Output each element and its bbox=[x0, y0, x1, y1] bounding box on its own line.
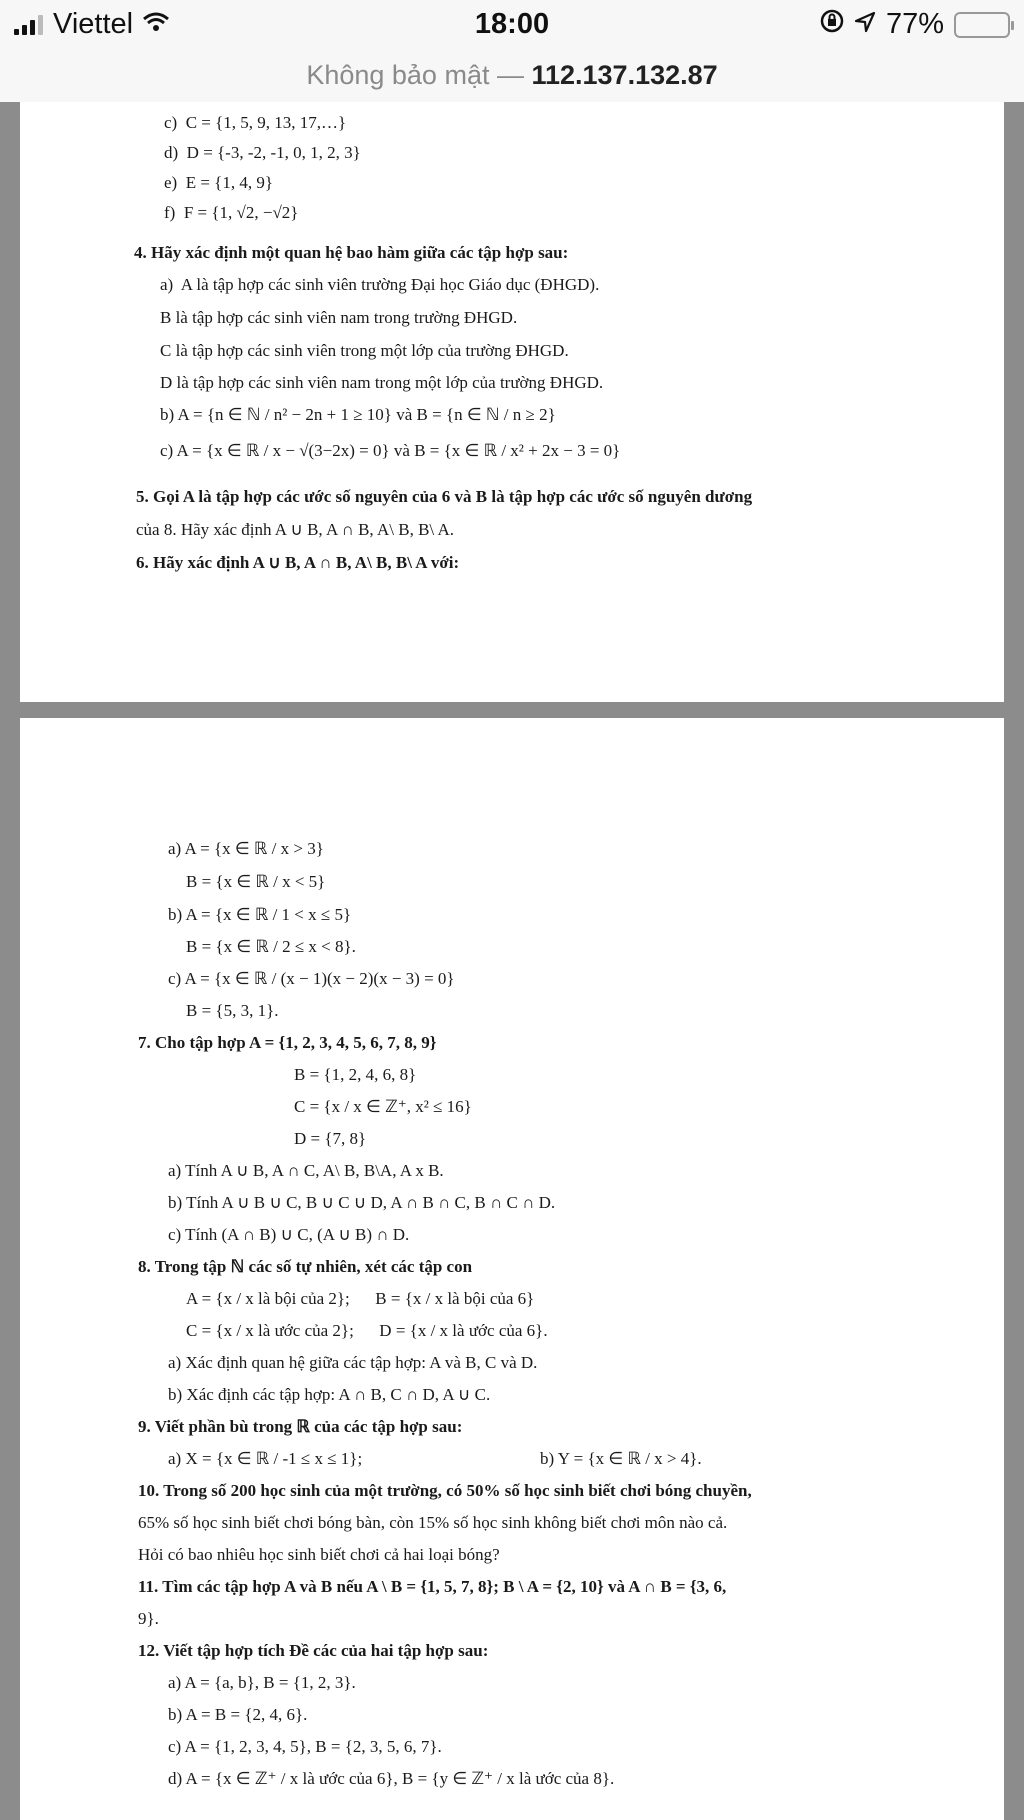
text-line: C là tập hợp các sinh viên trong một lớp của trường ĐHGD. bbox=[160, 341, 569, 360]
text-line: c) C = {1, 5, 9, 13, 17,…} bbox=[164, 113, 347, 132]
exercise-heading: 11. Tìm các tập hợp A và B nếu A \ B = {1, 5, 7, 8}; B \ A = {2, 10} và A ∩ B = {3, 6, bbox=[138, 1577, 727, 1596]
exercise-heading: 6. Hãy xác định A ∪ B, A ∩ B, A\ B, B\ A với: bbox=[136, 553, 460, 572]
status-bar bbox=[0, 0, 1024, 52]
text-line: b) A = {n ∈ ℕ / n² − 2n + 1 ≥ 10} và B = {n ∈ ℕ / n ≥ 2} bbox=[160, 405, 556, 424]
exercise-heading: 5. Gọi A là tập hợp các ước số nguyên của 6 và B là tập hợp các ước số nguyên dương bbox=[136, 487, 753, 506]
orientation-lock-icon bbox=[820, 8, 844, 41]
text-line: Hỏi có bao nhiêu học sinh biết chơi cả hai loại bóng? bbox=[138, 1545, 500, 1564]
document-page-1 bbox=[20, 102, 1004, 702]
battery-percent: 77% bbox=[885, 8, 944, 40]
text-line: c) A = {1, 2, 3, 4, 5}, B = {2, 3, 5, 6, 7}. bbox=[168, 1737, 442, 1756]
text-line: d) A = {x ∈ ℤ⁺ / x là ước của 6}, B = {y ∈ ℤ⁺ / x là ước của 8}. bbox=[168, 1769, 615, 1788]
text-line: b) Y = {x ∈ ℝ / x > 4}. bbox=[540, 1449, 702, 1468]
text-line: 65% số học sinh biết chơi bóng bàn, còn 15% số học sinh không biết chơi môn nào cả. bbox=[138, 1513, 728, 1532]
text-line: A = {x / x là bội của 2}; B = {x / x là bội của 6} bbox=[186, 1289, 535, 1308]
battery-icon bbox=[954, 12, 1010, 38]
location-arrow-icon bbox=[854, 8, 876, 41]
document-page-2 bbox=[20, 718, 1004, 1820]
status-right bbox=[820, 8, 1010, 41]
text-line: D là tập hợp các sinh viên nam trong một lớp của trường ĐHGD. bbox=[160, 373, 604, 392]
address-bar[interactable] bbox=[0, 52, 1024, 102]
text-line: a) A = {a, b}, B = {1, 2, 3}. bbox=[168, 1673, 356, 1692]
text-line: của 8. Hãy xác định A ∪ B, A ∩ B, A\ B, B\ A. bbox=[136, 520, 454, 539]
text-line: B là tập hợp các sinh viên nam trong trường ĐHGD. bbox=[160, 308, 518, 327]
text-line: c) A = {x ∈ ℝ / x − √(3−2x) = 0} và B = {x ∈ ℝ / x² + 2x − 3 = 0} bbox=[160, 441, 621, 460]
text-line: B = {1, 2, 4, 6, 8} bbox=[294, 1065, 417, 1084]
text-line: D = {7, 8} bbox=[294, 1129, 367, 1148]
text-line: f) F = {1, √2, −√2} bbox=[164, 203, 299, 222]
text-line: b) A = {x ∈ ℝ / 1 < x ≤ 5} bbox=[168, 905, 352, 924]
not-secure-label: Không bảo mật — bbox=[306, 60, 532, 90]
text-line: a) A = {x ∈ ℝ / x > 3} bbox=[168, 839, 324, 858]
exercise-heading: 12. Viết tập hợp tích Đề các của hai tập hợp sau: bbox=[138, 1641, 489, 1660]
text-line: e) E = {1, 4, 9} bbox=[164, 173, 273, 192]
exercise-heading: 8. Trong tập ℕ các số tự nhiên, xét các tập con bbox=[138, 1257, 473, 1276]
text-line: C = {x / x là ước của 2}; D = {x / x là ước của 6}. bbox=[186, 1321, 548, 1340]
text-line: B = {x ∈ ℝ / 2 ≤ x < 8}. bbox=[186, 937, 356, 956]
text-line: B = {5, 3, 1}. bbox=[186, 1001, 279, 1020]
text-line: a) X = {x ∈ ℝ / -1 ≤ x ≤ 1}; bbox=[168, 1449, 363, 1468]
text-line: B = {x ∈ ℝ / x < 5} bbox=[186, 872, 326, 891]
text-line: 9}. bbox=[138, 1609, 159, 1628]
exercise-heading: 7. Cho tập hợp A = {1, 2, 3, 4, 5, 6, 7, 8, 9} bbox=[138, 1033, 437, 1052]
carrier-name: Viettel bbox=[53, 8, 134, 40]
text-line: b) Xác định các tập hợp: A ∩ B, C ∩ D, A ∪ C. bbox=[168, 1385, 491, 1404]
text-line: C = {x / x ∈ ℤ⁺, x² ≤ 16} bbox=[294, 1097, 472, 1116]
clock: 18:00 bbox=[474, 8, 550, 40]
text-line: b) A = B = {2, 4, 6}. bbox=[168, 1705, 308, 1724]
text-line: a) A là tập hợp các sinh viên trường Đại học Giáo dục (ĐHGD). bbox=[160, 275, 600, 294]
text-line: a) Xác định quan hệ giữa các tập hợp: A và B, C và D. bbox=[168, 1353, 538, 1372]
text-line: a) Tính A ∪ B, A ∩ C, A\ B, B\A, A x B. bbox=[168, 1161, 444, 1180]
text-line: d) D = {-3, -2, -1, 0, 1, 2, 3} bbox=[164, 143, 361, 162]
exercise-heading: 9. Viết phần bù trong ℝ của các tập hợp sau: bbox=[138, 1417, 463, 1436]
url-host: 112.137.132.87 bbox=[531, 60, 718, 90]
exercise-heading: 4. Hãy xác định một quan hệ bao hàm giữa các tập hợp sau: bbox=[134, 243, 569, 262]
exercise-heading: 10. Trong số 200 học sinh của một trường, có 50% số học sinh biết chơi bóng chuyền, bbox=[138, 1481, 752, 1500]
text-line: c) Tính (A ∩ B) ∪ C, (A ∪ B) ∩ D. bbox=[168, 1225, 410, 1244]
text-line: c) A = {x ∈ ℝ / (x − 1)(x − 2)(x − 3) = 0} bbox=[168, 969, 455, 988]
text-line: b) Tính A ∪ B ∪ C, B ∪ C ∪ D, A ∩ B ∩ C, B ∩ C ∩ D. bbox=[168, 1193, 556, 1212]
